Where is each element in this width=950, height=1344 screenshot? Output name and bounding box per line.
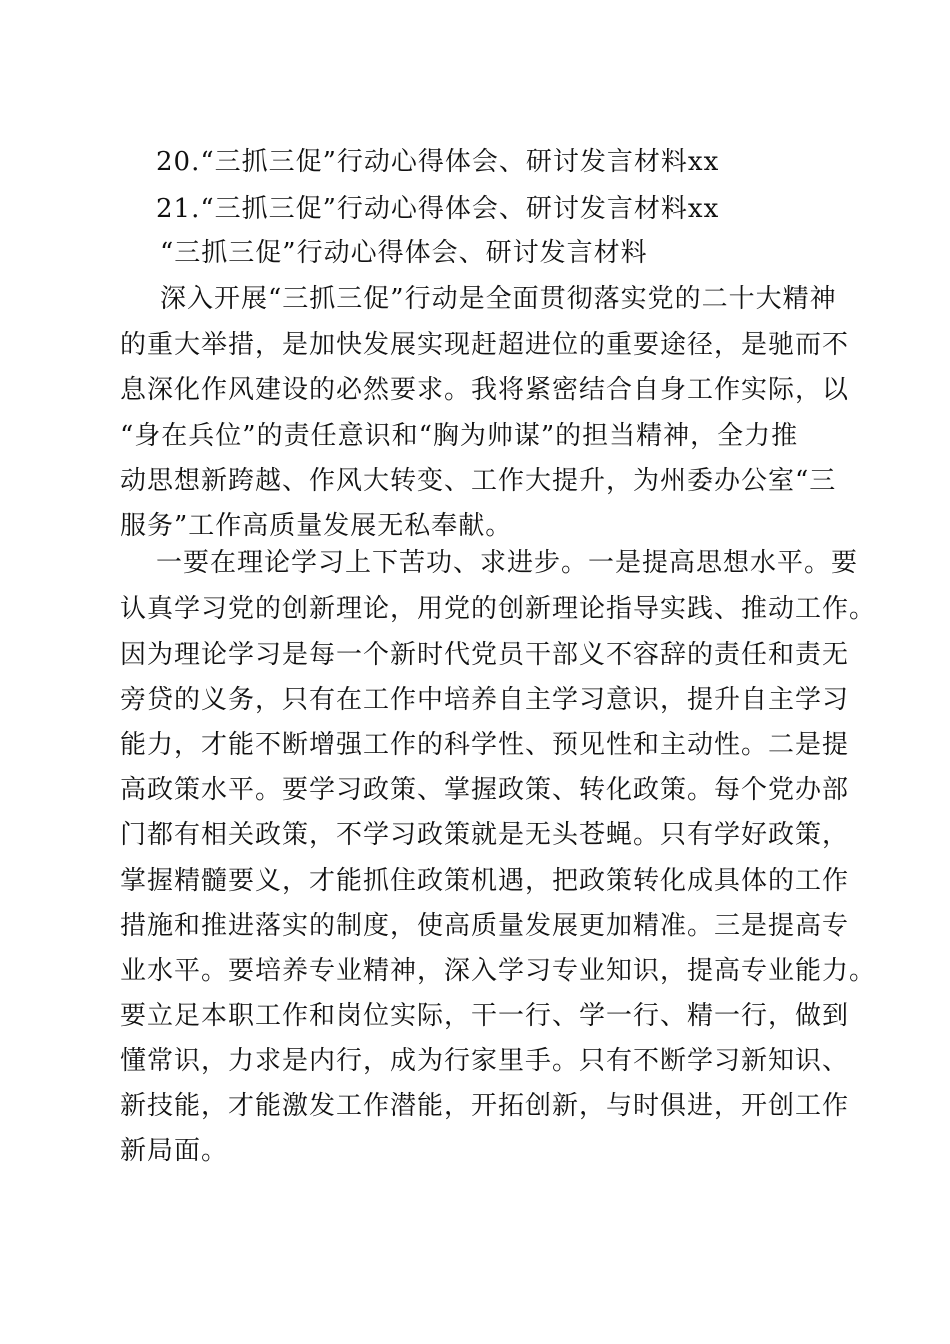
paragraph1-line: 动思想新跨越、作风大转变、工作大提升，为州委办公室“三	[120, 466, 837, 496]
paragraph2-line: 高政策水平。要学习政策、掌握政策、转化政策。每个党办部	[120, 775, 850, 805]
paragraph1-line: 服务”工作高质量发展无私奉献。	[120, 511, 513, 541]
toc-item-21: 21.“三抓三促”行动心得体会、研讨发言材料xx	[156, 194, 720, 224]
paragraph1-line: 的重大举措，是加快发展实现赶超进位的重要途径，是驰而不	[120, 330, 850, 360]
paragraph2-line: 旁贷的义务，只有在工作中培养自主学习意识，提升自主学习	[120, 685, 850, 715]
paragraph2-line: 懂常识，力求是内行，成为行家里手。只有不断学习新知识、	[120, 1046, 850, 1076]
paragraph2-line: 掌握精髓要义，才能抓住政策机遇，把政策转化成具体的工作	[120, 866, 850, 896]
paragraph2-line: 新局面。	[120, 1136, 229, 1166]
paragraph2-line: 认真学习党的创新理论，用党的创新理论指导实践、推动工作。	[120, 594, 877, 624]
paragraph1-line: “身在兵位”的责任意识和“胸为帅谋”的担当精神，全力推	[120, 421, 799, 451]
paragraph1-line: 深入开展“三抓三促”行动是全面贯彻落实党的二十大精神	[160, 284, 837, 314]
paragraph2-line: 门都有相关政策，不学习政策就是无头苍蝇。只有学好政策，	[120, 820, 850, 850]
paragraph2-line: 要立足本职工作和岗位实际，干一行、学一行、精一行，做到	[120, 1001, 850, 1031]
paragraph2-line: 业水平。要培养专业精神，深入学习专业知识，提高专业能力。	[120, 956, 877, 986]
toc-item-20: 20.“三抓三促”行动心得体会、研讨发言材料xx	[156, 147, 720, 177]
paragraph2-line: 一要在理论学习上下苦功、求进步。一是提高思想水平。要	[156, 548, 859, 578]
document-title: “三抓三促”行动心得体会、研讨发言材料	[160, 238, 648, 268]
paragraph2-line: 措施和推进落实的制度，使高质量发展更加精准。三是提高专	[120, 911, 850, 941]
paragraph1-line: 息深化作风建设的必然要求。我将紧密结合自身工作实际，以	[120, 375, 850, 405]
paragraph2-line: 因为理论学习是每一个新时代党员干部义不容辞的责任和责无	[120, 640, 850, 670]
paragraph2-line: 新技能，才能激发工作潜能，开拓创新，与时俱进，开创工作	[120, 1091, 850, 1121]
paragraph2-line: 能力，才能不断增强工作的科学性、预见性和主动性。二是提	[120, 730, 850, 760]
